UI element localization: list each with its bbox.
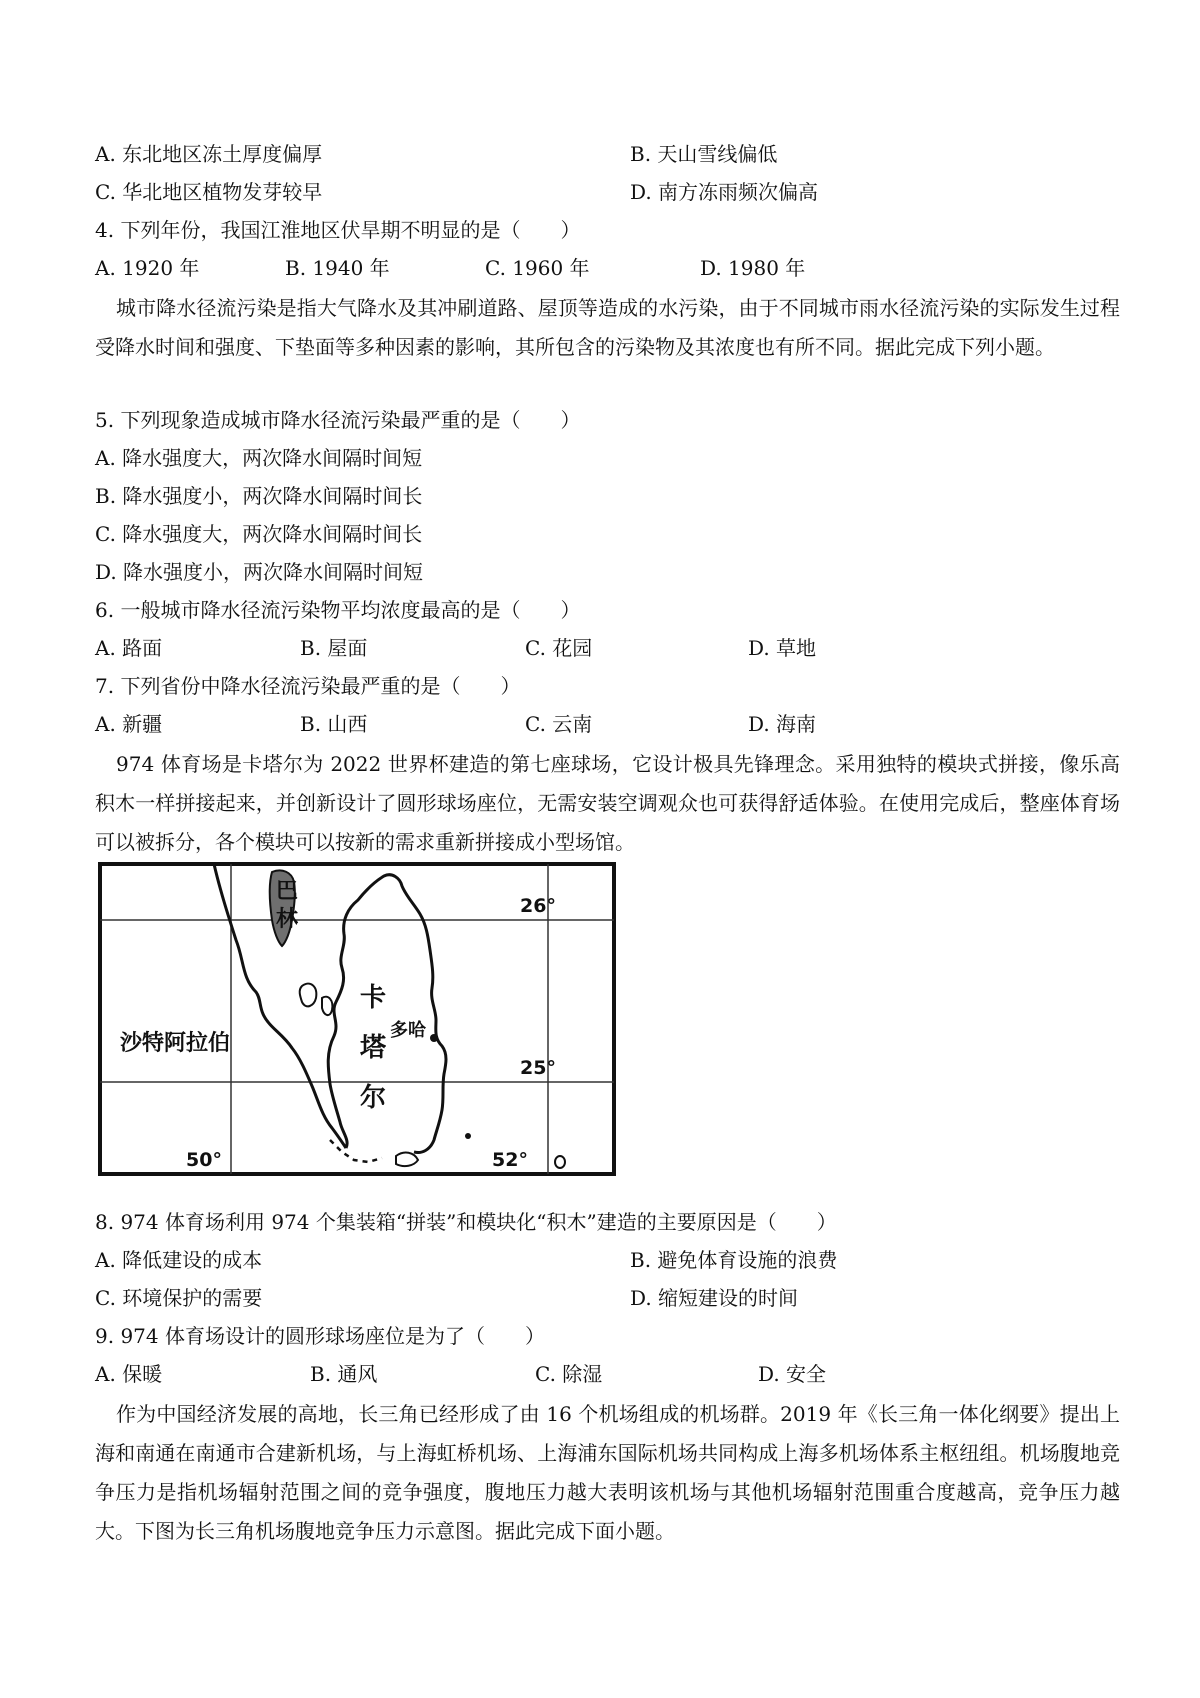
label-lat-25: 25° (520, 1057, 556, 1079)
q8-option-d: D. 缩短建设的时间 (630, 1286, 799, 1310)
qatar-map (96, 860, 618, 1178)
q8-option-b: B. 避免体育设施的浪费 (630, 1248, 838, 1272)
q8-option-a: A. 降低建设的成本 (95, 1248, 263, 1272)
label-qatar-3: 尔 (360, 1083, 387, 1113)
q6-option-a: A. 路面 (95, 636, 163, 660)
q4-option-b: B. 1940 年 (285, 256, 390, 280)
q6-stem: 6. 一般城市降水径流污染物平均浓度最高的是（ ） (95, 598, 581, 622)
q3-option-c: C. 华北地区植物发芽较早 (95, 180, 323, 204)
passage-airport: 作为中国经济发展的高地，长三角已经形成了由 16 个机场组成的机场群。2019 年《长三角一体化纲要》提出上海和南通在南通市合建新机场，与上海虹桥机场、上海浦东国际机场共同构成上海多机场体系主枢纽组。机场腹地竞争压力是指机场辐射范围之间的竞争强度，腹地压力越大表明该机场与其他机场辐射范围重合度越高，竞争压力越大。下图为长三角机场腹地竞争压力示意图。据此完成下面小题。 (95, 1402, 1120, 1543)
q9-stem: 9. 974 体育场设计的圆形球场座位是为了（ ） (95, 1324, 545, 1348)
q4-option-d: D. 1980 年 (700, 256, 806, 280)
label-qatar-1: 卡 (360, 983, 387, 1013)
q5-option-a: A. 降水强度大，两次降水间隔时间短 (95, 446, 423, 470)
q7-stem: 7. 下列省份中降水径流污染最严重的是（ ） (95, 674, 521, 698)
q4-option-a: A. 1920 年 (95, 256, 200, 280)
q3-option-b: B. 天山雪线偏低 (630, 142, 778, 166)
doha-marker (430, 1034, 438, 1042)
q3-option-a: A. 东北地区冻土厚度偏厚 (95, 142, 323, 166)
label-bahrain-1: 巴 (276, 879, 299, 904)
q7-option-d: D. 海南 (748, 712, 817, 736)
label-bahrain-2: 林 (276, 907, 299, 932)
label-doha: 多哈 (390, 1020, 426, 1041)
q5-stem: 5. 下列现象造成城市降水径流污染最严重的是（ ） (95, 408, 581, 432)
q3-option-d: D. 南方冻雨频次偏高 (630, 180, 819, 204)
q7-option-b: B. 山西 (300, 712, 368, 736)
label-qatar-2: 塔 (360, 1033, 387, 1063)
passage-stadium: 974 体育场是卡塔尔为 2022 世界杯建造的第七座球场，它设计极具先锋理念。采用独特的模块式拼接，像乐高积木一样拼接起来，并创新设计了圆形球场座位，无需安装空调观众也可获得舒适体验。在使用完成后，整座体育场可以被拆分，各个模块可以按新的需求重新拼接成小型场馆。 (95, 752, 1120, 854)
q5-option-d: D. 降水强度小，两次降水间隔时间短 (95, 560, 424, 584)
q4-stem: 4. 下列年份，我国江淮地区伏旱期不明显的是（ ） (95, 218, 581, 242)
q9-option-b: B. 通风 (310, 1362, 378, 1386)
q9-option-a: A. 保暖 (95, 1362, 163, 1386)
label-saudi-arabia: 沙特阿拉伯 (120, 1031, 231, 1056)
q8-stem: 8. 974 体育场利用 974 个集装箱“拼装”和模块化“积木”建造的主要原因是（ ） (95, 1210, 837, 1234)
q6-option-b: B. 屋面 (300, 636, 368, 660)
label-lon-50: 50° (186, 1149, 222, 1171)
label-lat-26: 26° (520, 895, 556, 917)
q6-option-c: C. 花园 (525, 636, 593, 660)
label-lon-52: 52° (492, 1149, 528, 1171)
q7-option-a: A. 新疆 (95, 712, 163, 736)
q9-option-c: C. 除湿 (535, 1362, 603, 1386)
q6-option-d: D. 草地 (748, 636, 817, 660)
q7-option-c: C. 云南 (525, 712, 593, 736)
q9-option-d: D. 安全 (758, 1362, 827, 1386)
q8-option-c: C. 环境保护的需要 (95, 1286, 263, 1310)
passage-runoff: 城市降水径流污染是指大气降水及其冲刷道路、屋顶等造成的水污染，由于不同城市雨水径流污染的实际发生过程受降水时间和强度、下垫面等多种因素的影响，其所包含的污染物及其浓度也有所不同。据此完成下列小题。 (95, 296, 1120, 359)
q5-option-b: B. 降水强度小，两次降水间隔时间长 (95, 484, 423, 508)
q4-option-c: C. 1960 年 (485, 256, 590, 280)
island-dot-1 (465, 1133, 471, 1139)
q5-option-c: C. 降水强度大，两次降水间隔时间长 (95, 522, 423, 546)
